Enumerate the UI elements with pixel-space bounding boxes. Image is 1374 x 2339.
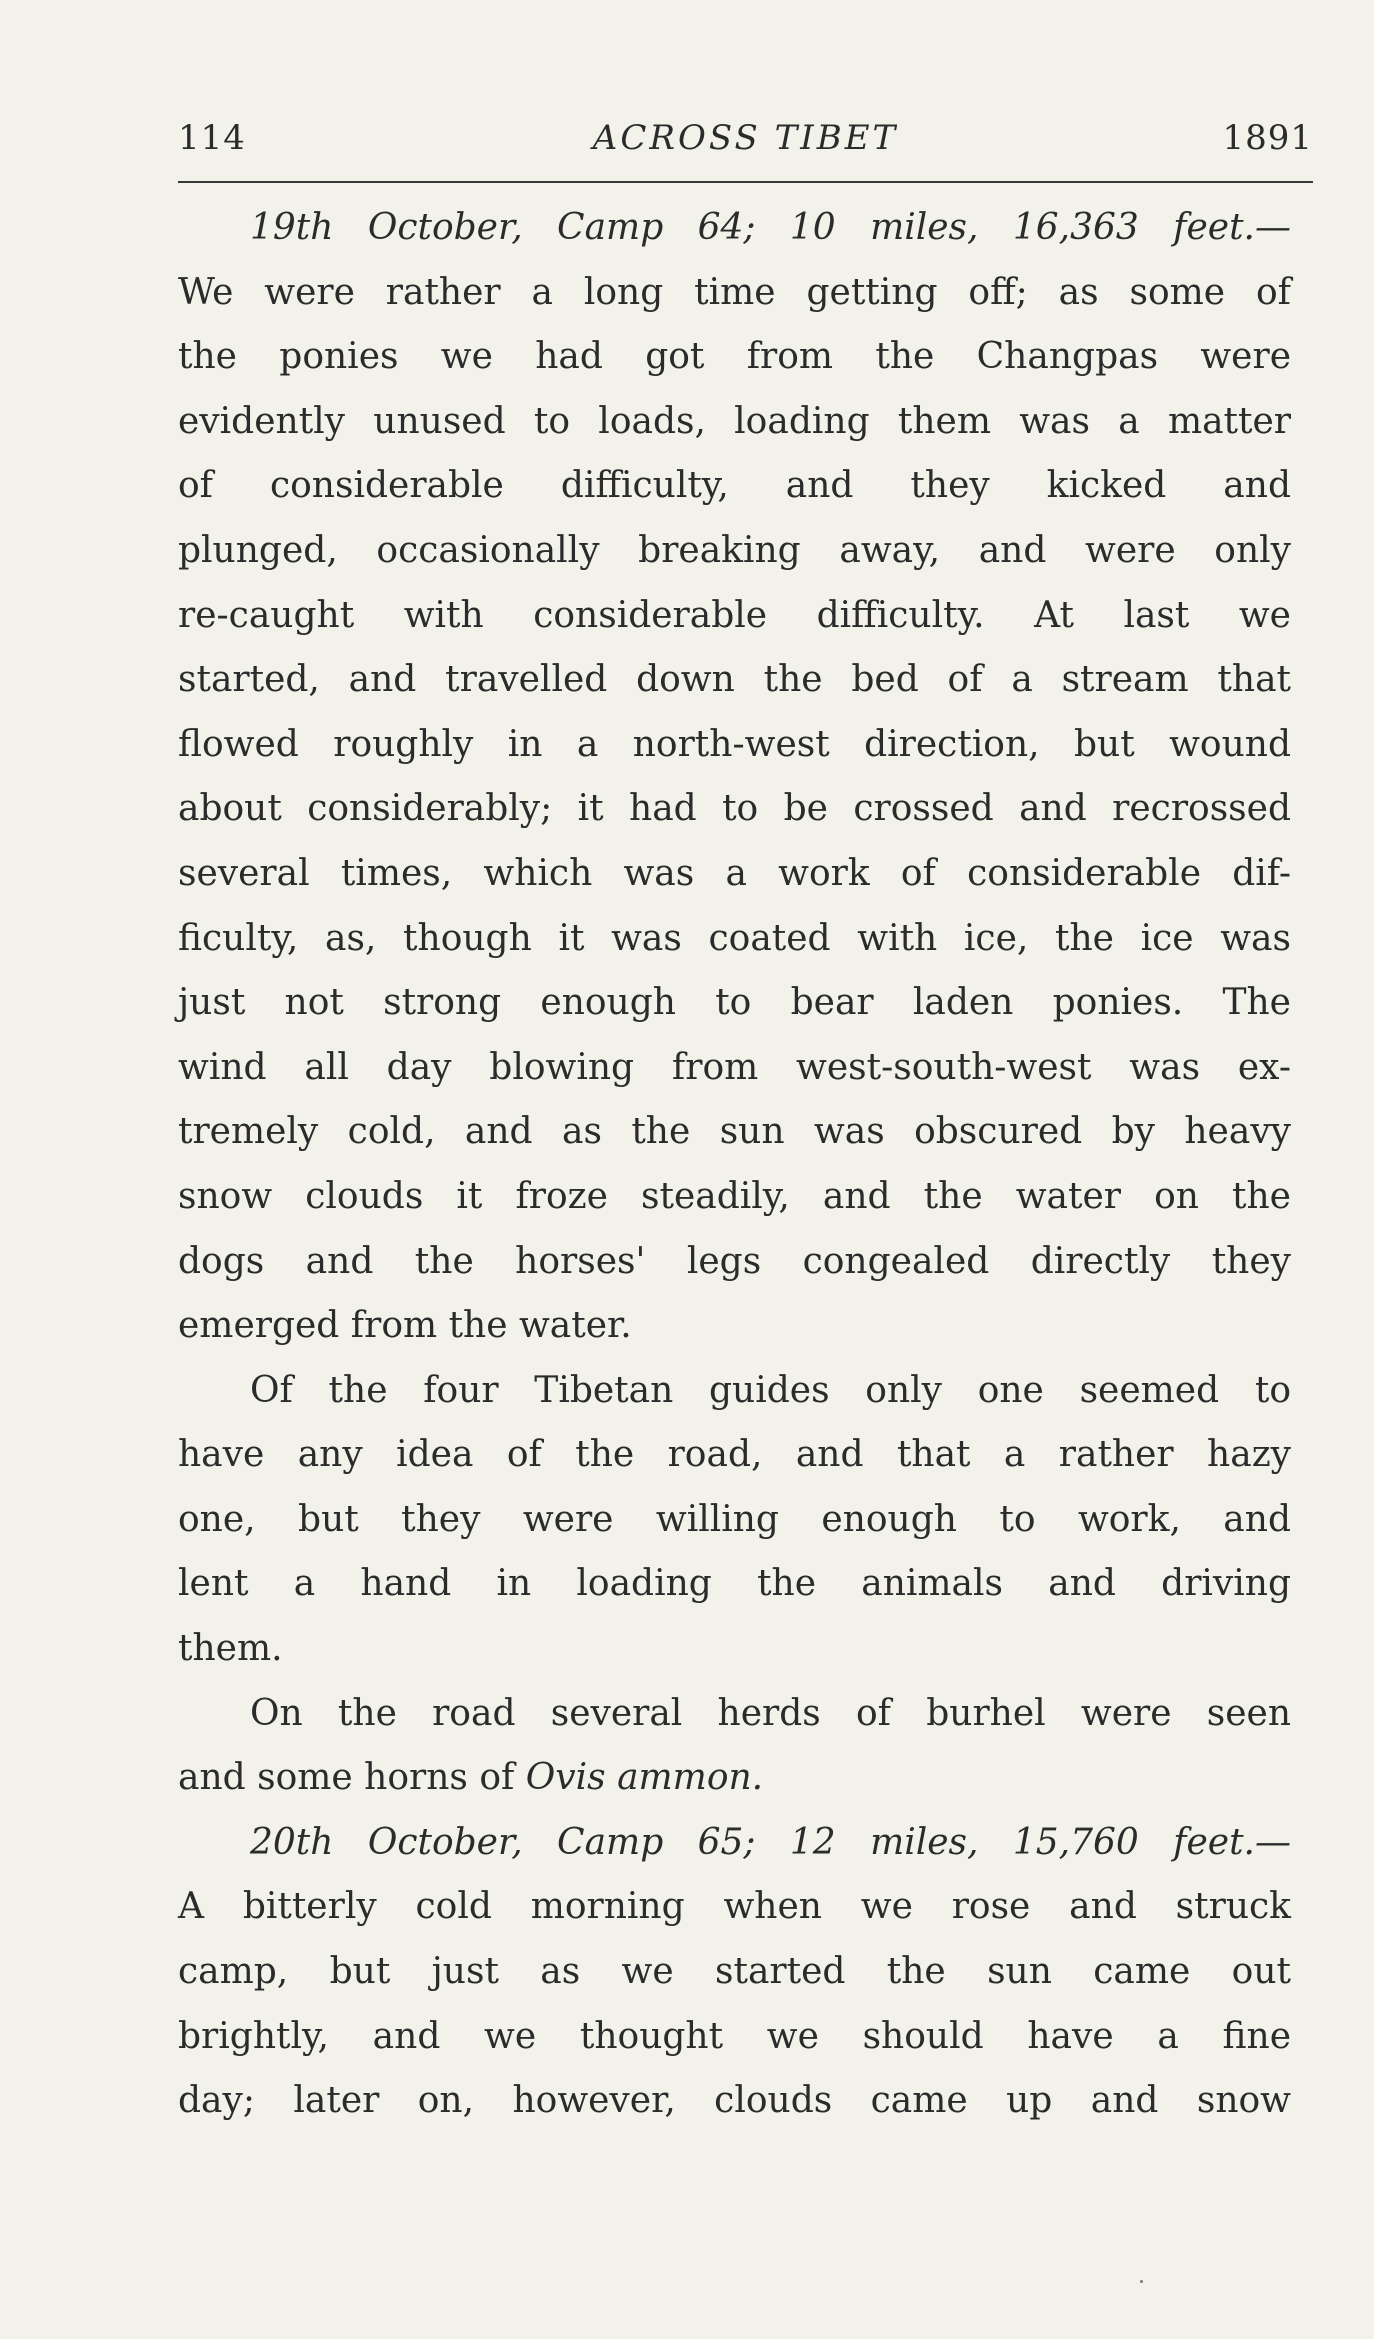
text-line <box>178 1036 1291 1101</box>
text-line <box>178 842 1291 907</box>
text-line <box>178 1875 1291 1940</box>
text-line <box>178 1488 1291 1553</box>
text-line-content: Of the four Tibetan guides only one seemed to <box>250 1369 1291 1411</box>
text-line-content: emerged from the water. <box>178 1305 632 1347</box>
text-line <box>178 971 1291 1036</box>
text-line <box>178 648 1291 713</box>
text-line-content: just not strong enough to bear laden ponies. The <box>178 982 1291 1024</box>
text-line-content: plunged, occasionally breaking away, and were only <box>178 529 1291 571</box>
text-line <box>178 584 1291 649</box>
text-line-content: snow clouds it froze steadily, and the water on the <box>178 1175 1291 1217</box>
text-line-content: have any idea of the road, and that a rather hazy <box>178 1434 1291 1476</box>
text-line <box>178 1230 1291 1295</box>
text-line <box>178 907 1291 972</box>
text-line <box>178 196 1291 261</box>
text-line-content: ficulty, as, though it was coated with ice, the ice was <box>178 917 1291 959</box>
text-line-content: day; later on, however, clouds came up and snow <box>178 2080 1291 2122</box>
header-rule <box>178 181 1313 183</box>
text-line <box>178 1682 1291 1747</box>
text-line-content: them. <box>178 1628 283 1670</box>
text-line-content: wind all day blowing from west-south-west was ex- <box>178 1046 1291 1088</box>
text-line-content: flowed roughly in a north-west direction, but wound <box>178 723 1291 765</box>
text-line <box>178 261 1291 326</box>
text-line <box>178 1294 1291 1359</box>
text-line-content: re-caught with considerable difficulty. At last we <box>178 594 1291 636</box>
running-year: 1891 <box>1222 118 1313 158</box>
text-line-content: A bitterly cold morning when we rose and struck <box>178 1886 1291 1928</box>
text-line-content: one, but they were willing enough to work, and <box>178 1498 1291 1540</box>
text-line-content: lent a hand in loading the animals and driving <box>178 1563 1291 1605</box>
text-line-content: 20th October, Camp 65; 12 miles, 15,760 feet.— <box>250 1821 1291 1863</box>
text-line-content: started, and travelled down the bed of a stream that <box>178 659 1291 701</box>
text-line <box>178 1940 1291 2005</box>
text-line <box>178 777 1291 842</box>
body-text <box>178 196 1291 2134</box>
text-line-content: and some horns of <box>178 1757 526 1799</box>
running-title: ACROSS TIBET <box>592 118 899 158</box>
text-line-content: On the road several herds of burhel were seen <box>250 1692 1291 1734</box>
text-line <box>178 454 1291 519</box>
text-line <box>178 1165 1291 1230</box>
text-line-content: We were rather a long time getting off; as some of <box>178 271 1291 313</box>
paper-speck <box>1140 2280 1143 2283</box>
text-line <box>178 390 1291 455</box>
text-line <box>178 2005 1291 2070</box>
text-line <box>178 2069 1291 2134</box>
text-line <box>178 1617 1291 1682</box>
text-line-content: about considerably; it had to be crossed and recrossed <box>178 788 1291 830</box>
text-line-content: the ponies we had got from the Changpas were <box>178 336 1291 378</box>
text-line-content: dogs and the horses' legs congealed directly they <box>178 1240 1291 1282</box>
text-line-content: brightly, and we thought we should have a fine <box>178 2015 1291 2057</box>
text-line <box>178 1359 1291 1424</box>
text-line <box>178 1100 1291 1165</box>
italic-term: Ovis ammon. <box>525 1757 764 1799</box>
text-line-content: several times, which was a work of considerable dif- <box>178 852 1291 894</box>
running-head <box>178 108 1313 168</box>
text-line <box>178 519 1291 584</box>
text-line <box>178 325 1291 390</box>
text-line <box>178 1423 1291 1488</box>
text-line-content: of considerable difficulty, and they kicked and <box>178 465 1291 507</box>
text-line-content: camp, but just as we started the sun came out <box>178 1951 1291 1993</box>
text-line <box>178 713 1291 778</box>
text-line-content: 19th October, Camp 64; 10 miles, 16,363 feet.— <box>250 207 1291 248</box>
text-line <box>178 1746 1291 1811</box>
page-number: 114 <box>178 118 246 158</box>
text-line <box>178 1811 1291 1876</box>
text-line <box>178 1552 1291 1617</box>
text-line-content: evidently unused to loads, loading them was a matter <box>178 400 1291 442</box>
text-line-content: tremely cold, and as the sun was obscured by heavy <box>178 1111 1291 1153</box>
